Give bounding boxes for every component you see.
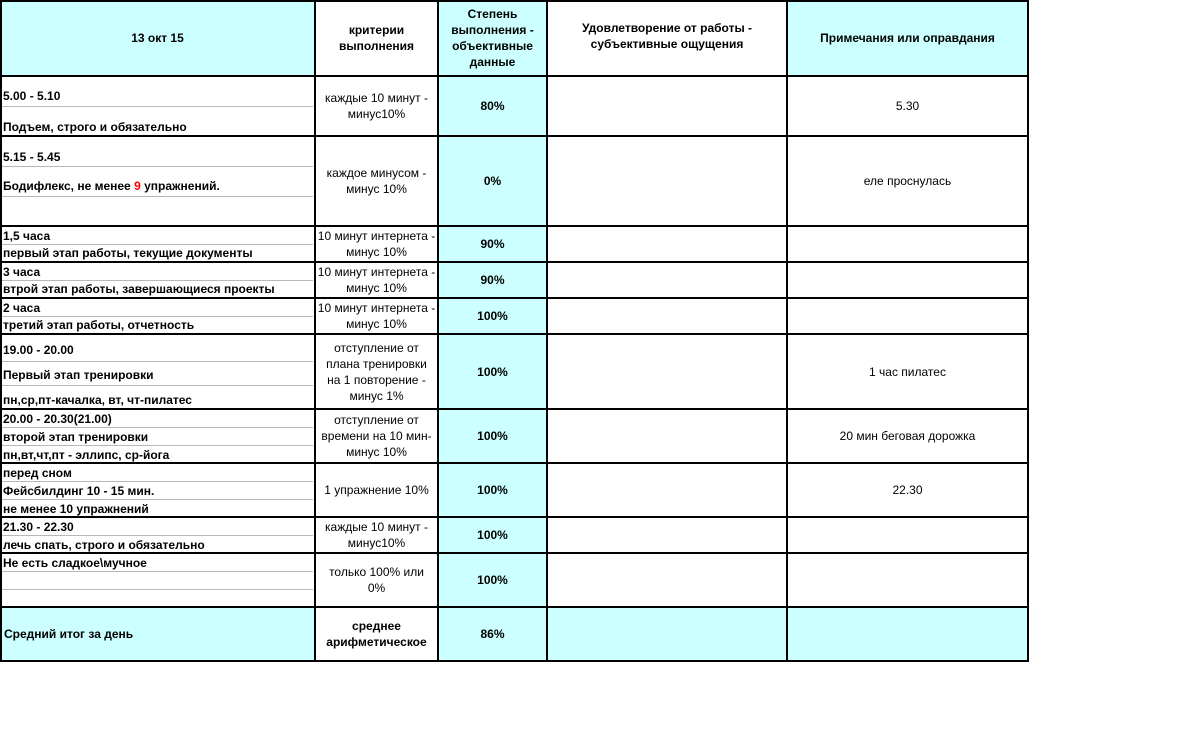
row-9-criteria: каждые 10 минут - минус10% [325,520,428,550]
row-5-satisfaction [547,298,787,334]
row-4-note [787,262,1028,298]
row-10-line-1: Не есть сладкое\мучное [3,555,147,570]
row-8-line-3: не менее 10 упражнений [3,501,149,516]
header-notes: Примечания или оправдания [787,0,1028,76]
row-6-line-3: пн,ср,пт-качалка, вт, чт-пилатес [3,393,192,407]
row-2-note: еле проснулась [863,174,952,188]
header-criteria: критерии выполнения [338,23,415,53]
row-6-criteria: отступление от плана тренировки на 1 повторение - минус 1% [326,340,427,403]
row-2-satisfaction [547,136,787,226]
row-7-criteria: отступление от времени на 10 мин- минус 10% [321,413,432,459]
row-2-criteria: каждое минусом - минус 10% [326,166,427,196]
row-4-line-2: втрой этап работы, завершающиеся проекты [3,281,275,296]
row-7-degree: 100% [438,409,547,463]
row-9-note [787,517,1028,553]
row-10-satisfaction [547,553,787,607]
row-10-degree: 100% [438,553,547,607]
row-8-line-1: перед сном [3,465,72,480]
row-3-note [787,226,1028,262]
row-5-criteria: 10 минут интернета - минус 10% [317,301,436,331]
row-7-line-3: пн,вт,чт,пт - эллипс, ср-йога [3,447,170,462]
row-4-criteria: 10 минут интернета - минус 10% [317,265,436,295]
header-date: 13 окт 15 [0,0,315,76]
row-2-line-2-a: Бодифлекс, не менее [3,179,135,193]
row-1-note: 5.30 [895,99,920,113]
row-2-line-2 [0,178,315,194]
header-satisfaction: Удовлетворение от работы - субъективные ощущения [581,21,753,51]
row-7-line-1: 20.00 - 20.30(21.00) [3,411,112,426]
row-3-line-1: 1,5 часа [3,228,51,243]
row-1-degree: 80% [438,76,547,136]
row-5-line-2: третий этап работы, отчетность [3,317,195,332]
row-6-satisfaction [547,334,787,409]
row-3-degree: 90% [438,226,547,262]
total-degree: 86% [438,607,547,661]
row-1-line-1: 5.00 - 5.10 [3,89,61,103]
row-4-satisfaction [547,262,787,298]
row-2-degree: 0% [438,136,547,226]
total-criteria: среднее арифметическое [326,619,427,649]
row-10-criteria: только 100% или 0% [329,565,424,595]
row-7-satisfaction [547,409,787,463]
total-satisfaction [547,607,787,661]
row-1-line-2: Подъем, строго и обязательно [3,120,187,134]
row-8-degree: 100% [438,463,547,517]
row-7-note: 20 мин беговая дорожка [839,429,976,443]
row-6-note: 1 час пилатес [869,364,946,379]
total-notes [787,607,1028,661]
row-6-line-2: Первый этап тренировки [3,368,154,382]
row-2-line-1: 5.15 - 5.45 [3,150,61,164]
row-9-line-1: 21.30 - 22.30 [3,519,74,534]
row-9-line-2: лечь спать, строго и обязательно [3,537,205,552]
row-9-degree: 100% [438,517,547,553]
row-4-line-1: 3 часа [3,264,41,279]
row-4-degree: 90% [438,262,547,298]
row-1-satisfaction [547,76,787,136]
row-1-criteria: каждые 10 минут - минус10% [325,91,428,121]
row-2-line-2-red: 9 [134,179,141,193]
row-3-criteria: 10 минут интернета - минус 10% [317,229,436,259]
row-3-line-2: первый этап работы, текущие документы [3,245,253,260]
row-5-degree: 100% [438,298,547,334]
row-8-satisfaction [547,463,787,517]
row-8-line-2: Фейсбилдинг 10 - 15 мин. [3,483,155,498]
row-10-note [787,553,1028,607]
row-5-line-1: 2 часа [3,300,41,315]
total-label: Средний итог за день [0,607,315,661]
row-7-line-2: второй этап тренировки [3,429,149,444]
row-3-satisfaction [547,226,787,262]
row-2-line-2-b: упражнений. [140,179,220,193]
row-8-note: 22.30 [892,483,923,497]
header-degree: Степень выполнения - объективные данные [438,0,547,76]
row-8-criteria: 1 упражнение 10% [324,483,429,497]
row-9-satisfaction [547,517,787,553]
row-5-note [787,298,1028,334]
row-6-degree: 100% [438,334,547,409]
row-6-line-1: 19.00 - 20.00 [3,343,74,357]
